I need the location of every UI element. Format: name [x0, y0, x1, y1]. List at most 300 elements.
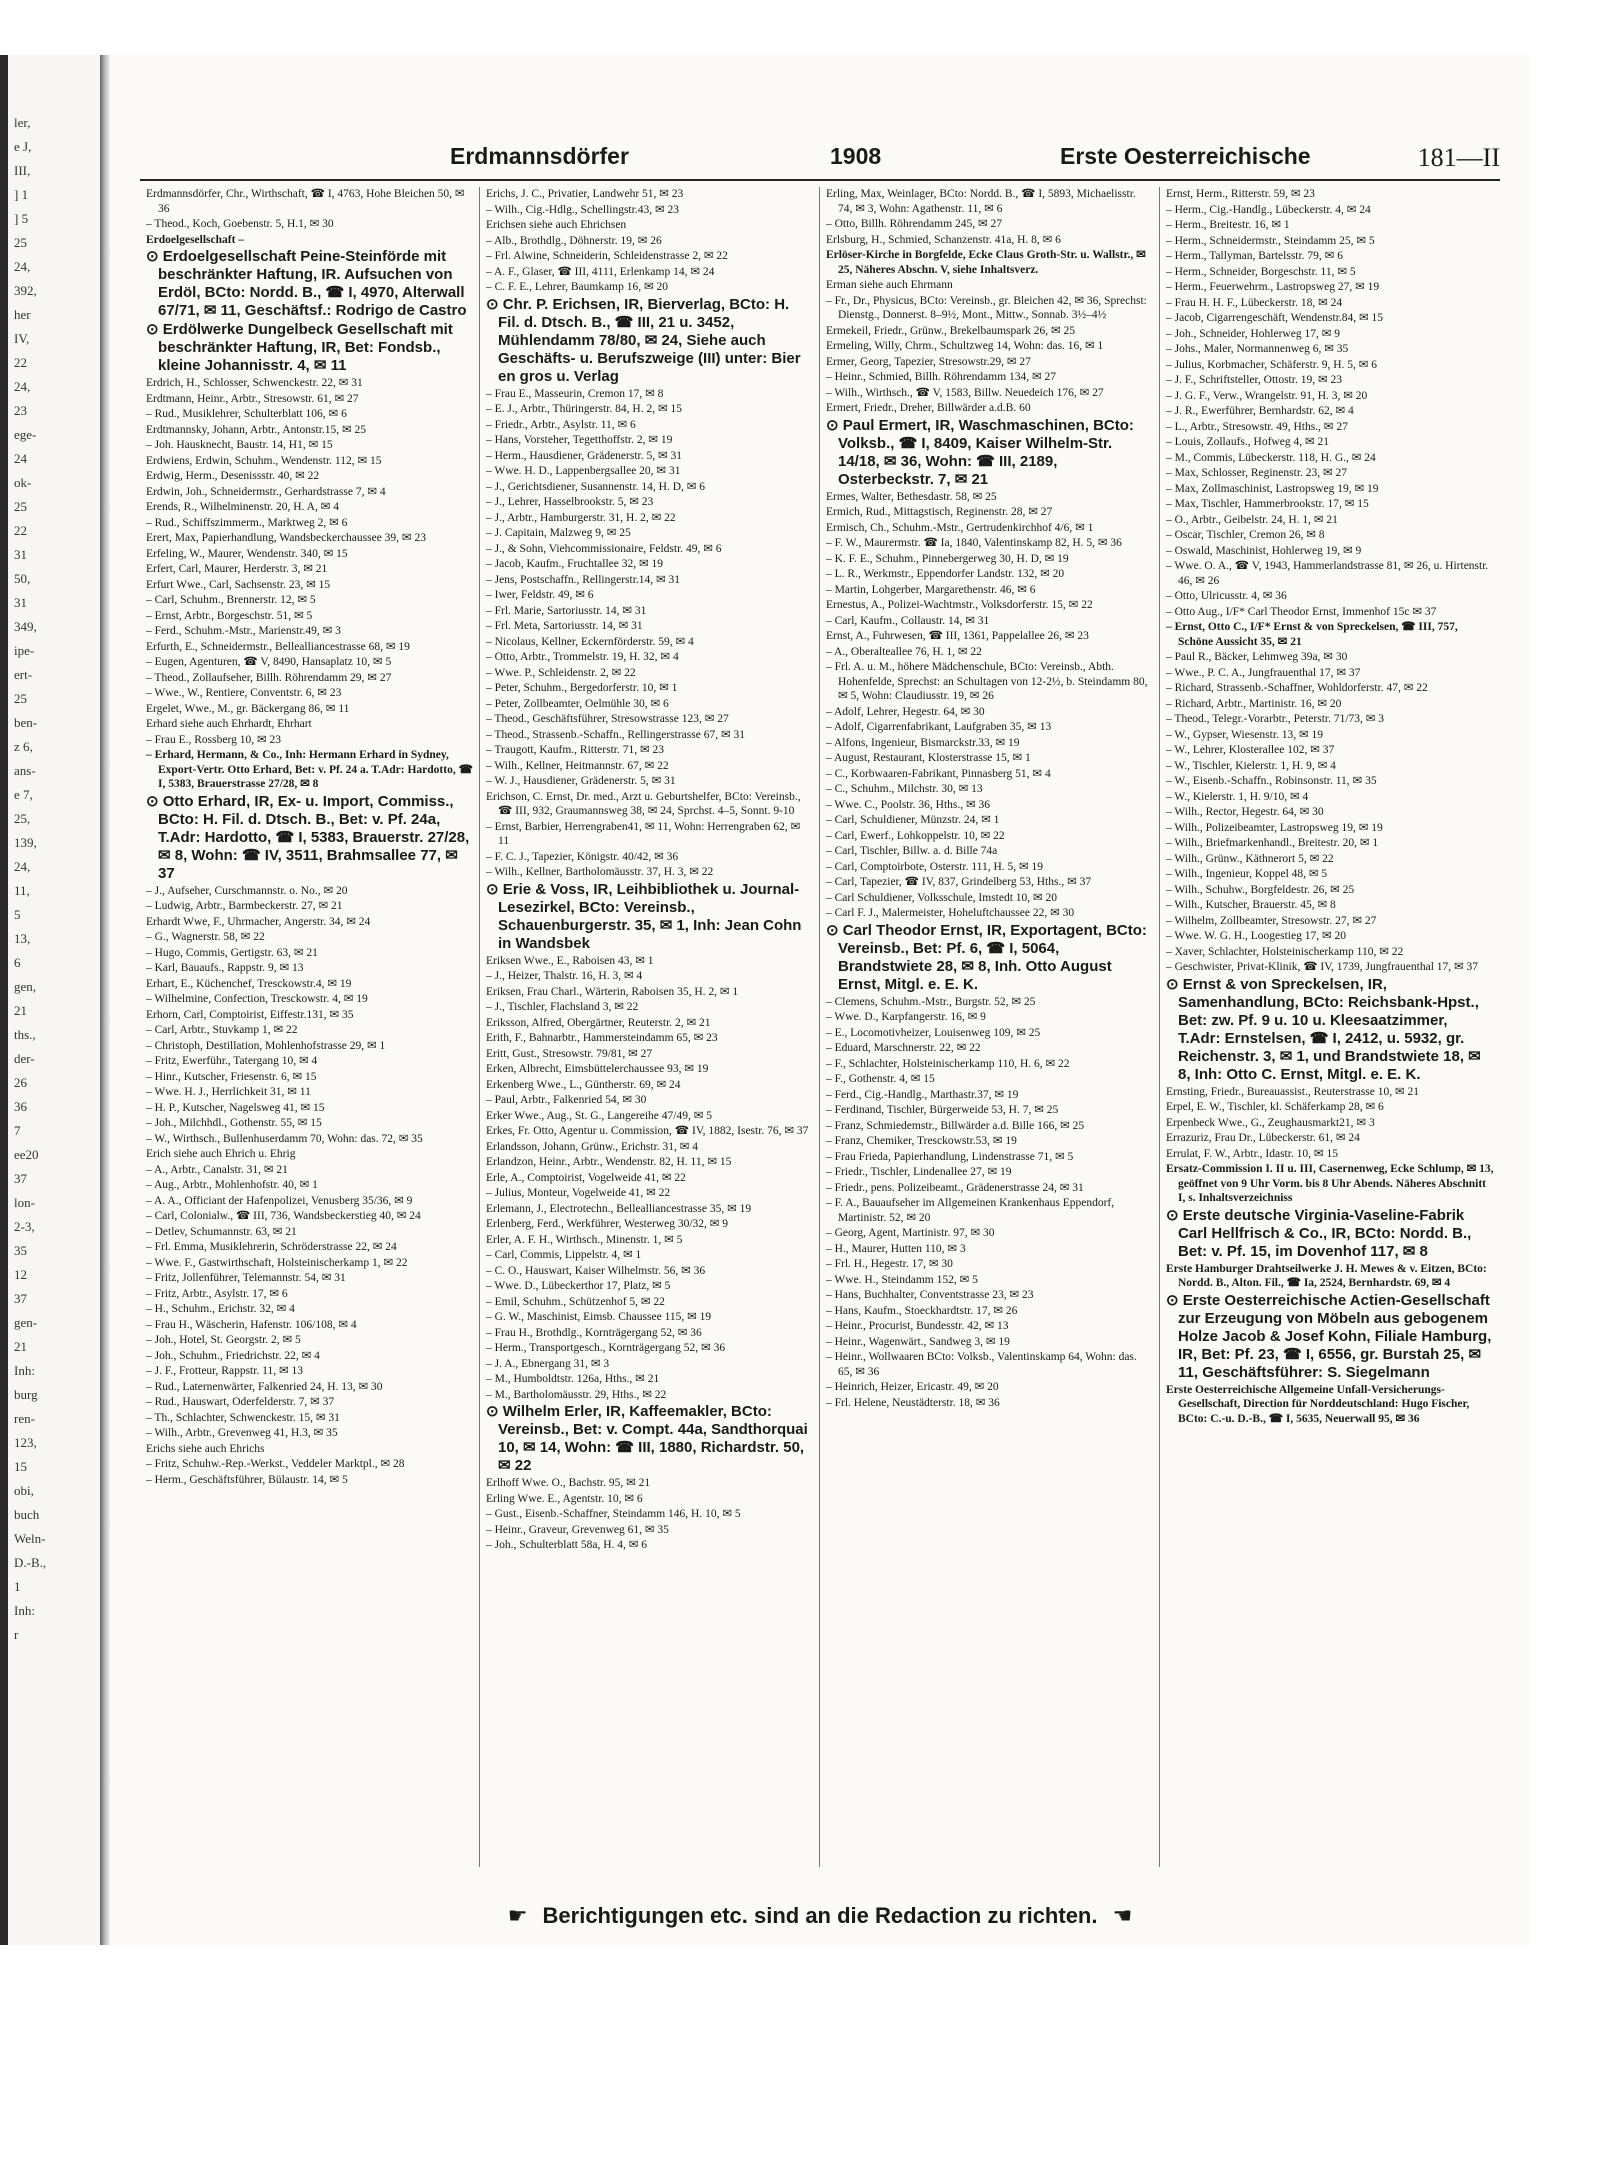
directory-entry: – Oswald, Maschinist, Hohlerweg 19, ✉ 9 [1166, 544, 1362, 557]
previous-page-fragment: 1 [14, 1579, 21, 1594]
previous-page-fragment: ler, [14, 115, 31, 130]
previous-page-fragment: III, [14, 163, 31, 178]
directory-entry: – Carl, Ewerf., Lohkoppelstr. 10, ✉ 22 [826, 829, 1005, 842]
directory-entry: – Wilh., Kellner, Heitmannstr. 67, ✉ 22 [486, 759, 669, 772]
directory-entry: – Joh., Schulterblatt 58a, H. 4, ✉ 6 [486, 1539, 648, 1551]
directory-entry: ⊙ Chr. P. Erichsen, IR, Bierverlag, BCto: H. Fil. d. Dtsch. B., ☎ III, 21 u. 3452, Mühlendamm 78/80, ✉ 24, Siehe auch Geschäfts- u. Berufszweige (III) unter: Bier en gros u. Verlag [486, 295, 801, 385]
directory-entry: – Eduard, Marschnerstr. 22, ✉ 22 [826, 1042, 981, 1054]
directory-entry: – Adolf, Lehrer, Hegestr. 64, ✉ 30 [826, 705, 985, 718]
directory-entry: – E., Locomotivheizer, Louisenweg 109, ✉ 25 [826, 1026, 1041, 1039]
directory-entry: – Wwe. O. A., ☎ V, 1943, Hammerlandstrasse 81, ✉ 26, u. Hirtenstr. 46, ✉ 26 [1166, 560, 1489, 587]
directory-entry: – W., Eisenb.-Schaffn., Robinsonstr. 11, ✉ 35 [1166, 775, 1377, 787]
book-binding [100, 55, 110, 1945]
previous-page-fragment: 392, [14, 283, 37, 298]
directory-entry: – Ferd., Cig.-Handlg., Marthastr.37, ✉ 19 [826, 1088, 1019, 1101]
directory-entry: Erlöser-Kirche in Borgfelde, Ecke Claus Groth-Str. u. Wallstr., ✉ 25, Näheres Abschn. V, siehe Inhaltsverz. [826, 249, 1146, 276]
previous-page-fragment: ] 1 [14, 187, 29, 202]
directory-entry: – J. A., Ebnergang 31, ✉ 3 [486, 1357, 610, 1370]
directory-entry: – Friedr., pens. Polizeibeamt., Grädenerstrasse 24, ✉ 31 [826, 1181, 1084, 1194]
previous-page-fragment: gen- [14, 1315, 38, 1330]
directory-entry: – J. F., Frotteur, Rappstr. 11, ✉ 13 [146, 1365, 304, 1377]
directory-entry: – Herm., Hausdiener, Grädenerstr. 5, ✉ 31 [486, 449, 682, 462]
previous-page-fragment: 50, [14, 571, 31, 586]
directory-entry: – Iwer, Feldstr. 49, ✉ 6 [486, 589, 594, 601]
directory-entry: – Alfons, Ingenieur, Bismarckstr.33, ✉ 19 [826, 736, 1020, 749]
directory-entry: – Ludwig, Arbtr., Barmbeckerstr. 27, ✉ 21 [146, 900, 343, 912]
directory-entry: – W., Tischler, Kielerstr. 1, H. 9, ✉ 4 [1166, 759, 1336, 772]
directory-entry: Ernestus, A., Polizei-Wachtmstr., Volksdorferstr. 15, ✉ 22 [826, 599, 1093, 611]
directory-entry: Erman siehe auch Ehrmann [826, 279, 953, 291]
directory-entry: – Hans, Vorsteher, Tegetthoffstr. 2, ✉ 19 [486, 434, 673, 446]
directory-entry: – F. W., Maurermstr. ☎ Ia, 1840, Valentinskamp 82, H. 5, ✉ 36 [826, 537, 1122, 549]
directory-entry: – Richard, Arbtr., Martinistr. 16, ✉ 20 [1166, 697, 1342, 710]
directory-entry: Erker Wwe., Aug., St. G., Langereihe 47/49, ✉ 5 [486, 1109, 712, 1122]
directory-entry: – Paul, Arbtr., Falkenried 54, ✉ 30 [486, 1094, 647, 1106]
directory-entry: Erkenberg Wwe., L., Güntherstr. 69, ✉ 24 [486, 1078, 681, 1091]
directory-entry: – G., Wagnerstr. 58, ✉ 22 [146, 931, 265, 943]
page-number: 181—II [1417, 143, 1500, 172]
directory-entry: ⊙ Otto Erhard, IR, Ex- u. Import, Commiss., BCto: H. Fil. d. Dtsch. B., Bet: v. Pf. 24a, T.Adr: Hardotto, ☎ I, 5383, Brauerstr. 27/28, ✉ 8, Wohn: ☎ IV, 3511, Brahmsallee 77, ✉ 37 [146, 792, 470, 882]
previous-page-fragment: 22 [14, 355, 27, 370]
directory-entry: – J., Gerichtsdiener, Susannenstr. 14, H. D, ✉ 6 [486, 480, 706, 493]
directory-entry: – W., Gypser, Wiesenstr. 13, ✉ 19 [1166, 728, 1324, 741]
directory-entry: – W., Lehrer, Klosterallee 102, ✉ 37 [1166, 744, 1335, 756]
directory-entry: – Traugott, Kaufm., Ritterstr. 71, ✉ 23 [486, 744, 664, 756]
directory-entry: Erling, Max, Weinlager, BCto: Nordd. B., ☎ I, 5893, Michaelisstr. 74, ✉ 3, Wohn: Agathenstr. 11, ✉ 6 [826, 188, 1136, 215]
directory-entry: – J., Arbtr., Hamburgerstr. 31, H. 2, ✉ 22 [486, 511, 676, 524]
directory-entry: – Herm., Schneidermstr., Steindamm 25, ✉ 5 [1166, 234, 1375, 247]
directory-entry: – A., Oberalteallee 76, H. 1, ✉ 22 [826, 645, 982, 658]
directory-entry: Erichsen siehe auch Ehrichsen [486, 219, 627, 231]
directory-entry: – W., Kielerstr. 1, H. 9/10, ✉ 4 [1166, 790, 1309, 803]
previous-page-fragment: 31 [14, 547, 27, 562]
directory-entry: – Wilh., Cig.-Hdlg., Schellingstr.43, ✉ 23 [486, 203, 679, 216]
previous-page-fragment: 6 [14, 955, 21, 970]
directory-entry: – Rud., Schiffszimmerm., Marktweg 2, ✉ 6 [146, 516, 348, 529]
directory-entry: – Carl F. J., Malermeister, Hoheluftchaussee 22, ✉ 30 [826, 907, 1075, 919]
directory-entry: – Rud., Musiklehrer, Schulterblatt 106, ✉ 6 [146, 408, 347, 420]
directory-entry: – Richard, Strassenb.-Schaffner, Wohldorferstr. 47, ✉ 22 [1166, 682, 1428, 694]
directory-entry: – Jacob, Cigarrengeschäft, Wendenstr.84, ✉ 15 [1166, 312, 1384, 324]
previous-page-margin [8, 55, 108, 1945]
directory-entry: – Hinr., Kutscher, Friesenstr. 6, ✉ 15 [146, 1070, 317, 1083]
directory-entry: – Wwe. D., Karpfangerstr. 16, ✉ 9 [826, 1011, 986, 1023]
directory-entry: – Fritz, Arbtr., Asylstr. 17, ✉ 6 [146, 1287, 288, 1300]
directory-entry: – J., Tischler, Flachsland 3, ✉ 22 [486, 1001, 639, 1013]
directory-entry: – Wilh., Polizeibeamter, Lastropsweg 19, ✉ 19 [1166, 821, 1383, 834]
directory-entry: – F. C. J., Tapezier, Königstr. 40/42, ✉ 36 [486, 850, 679, 863]
directory-entry: – Karl, Bauaufs., Rappstr. 9, ✉ 13 [146, 962, 304, 974]
directory-entry: – Otto Aug., I/F* Carl Theodor Ernst, Immenhof 15c ✉ 37 [1166, 605, 1437, 618]
directory-entry: – Frl. H., Hegestr. 17, ✉ 30 [826, 1258, 953, 1270]
directory-entry: Erhorn, Carl, Comptoirist, Eiffestr.131, ✉ 35 [146, 1008, 354, 1021]
previous-page-fragment: 139, [14, 835, 37, 850]
directory-entry: Ernst, Herm., Ritterstr. 59, ✉ 23 [1166, 188, 1315, 200]
previous-page-fragment: obi, [14, 1483, 34, 1498]
directory-entry: – Theod., Koch, Goebenstr. 5, H.1, ✉ 30 [146, 218, 334, 230]
directory-entry: – G. W., Maschinist, Eimsb. Chaussee 115, ✉ 19 [486, 1311, 712, 1323]
directory-entry: – Joh. Hausknecht, Baustr. 14, H1, ✉ 15 [146, 439, 333, 451]
previous-page-fragment: 13, [14, 931, 31, 946]
directory-entry: – Th., Schlachter, Schwenckestr. 15, ✉ 31 [146, 1411, 340, 1424]
directory-entry: – Wwe. H. J., Herrlichkeit 31, ✉ 11 [146, 1086, 311, 1098]
directory-entry: – Louis, Zollaufs., Hofweg 4, ✉ 21 [1166, 436, 1329, 448]
previous-page-fragment: 24, [14, 379, 31, 394]
directory-entry: ⊙ Erie & Voss, IR, Leihbibliothek u. Journal-Lesezirkel, BCto: Vereinsb., Schauenburgerstr. 35, ✉ 1, Inh: Jean Cohn in Wandsbek [486, 880, 802, 952]
previous-page-fragment: 26 [14, 1075, 27, 1090]
directory-entry: – L. R., Werkmstr., Eppendorfer Landstr. 132, ✉ 20 [826, 568, 1065, 580]
directory-entry: – Frl. Alwine, Schneiderin, Schleidenstrasse 2, ✉ 22 [486, 250, 728, 262]
directory-entry: – Frau H., Brothdlg., Kornträgergang 52, ✉ 36 [486, 1326, 702, 1339]
previous-page-fragment: 36 [14, 1099, 27, 1114]
directory-entry: – Ferd., Schuhm.-Mstr., Marienstr.49, ✉ 3 [146, 625, 341, 637]
directory-entry: – Herm., Breitestr. 16, ✉ 1 [1166, 219, 1290, 231]
directory-page [110, 55, 1530, 1945]
directory-entry: – Wwe. H., Steindamm 152, ✉ 5 [826, 1273, 978, 1286]
directory-entry: – Joh., Milchhdl., Gothenstr. 55, ✉ 15 [146, 1117, 322, 1129]
directory-entry: – Theod., Strassenb.-Schaffn., Rellingerstrasse 67, ✉ 31 [486, 728, 745, 741]
previous-page-fragment: 12 [14, 1267, 27, 1282]
directory-entry: – Carl, Tapezier, ☎ IV, 837, Grindelberg 53, Hths., ✉ 37 [826, 876, 1092, 888]
directory-entry: – Ernst, Otto C., I/F* Ernst & von Spreckelsen, ☎ III, 757, Schöne Aussicht 35, ✉ 21 [1166, 621, 1458, 648]
directory-entry: Erste Hamburger Drahtseilwerke J. H. Mewes & v. Eitzen, BCto: Nordd. B., Alton. Fil., ☎ Ia, 2524, Bernhardstr. 69, ✉ 4 [1166, 1262, 1487, 1289]
previous-page-fragment: 23 [14, 403, 27, 418]
column-1 [140, 187, 480, 1867]
previous-page-fragment: 21 [14, 1003, 27, 1018]
previous-page-fragment: ert- [14, 667, 33, 682]
directory-entry: – J., Aufseher, Curschmannstr. o. No., ✉ 20 [146, 884, 348, 897]
directory-entry: Ermisch, Ch., Schuhm.-Mstr., Gertrudenkirchhof 4/6, ✉ 1 [826, 521, 1094, 534]
previous-page-fragment: lon- [14, 1195, 35, 1210]
directory-entry: Erert, Max, Papierhandlung, Wandsbeckerchaussee 39, ✉ 23 [146, 532, 426, 544]
directory-entry: Ermeling, Willy, Chrm., Schultzweg 14, Wohn: das. 16, ✉ 1 [826, 340, 1104, 352]
directory-entry: – Frau E., Rossberg 10, ✉ 23 [146, 733, 281, 746]
directory-entry: Erith, F., Bahnarbtr., Hammersteindamm 65, ✉ 23 [486, 1032, 718, 1044]
directory-entry: – Joh., Schuhm., Friedrichstr. 22, ✉ 4 [146, 1349, 320, 1362]
previous-page-fragment: ee20 [14, 1147, 39, 1162]
directory-entry: – H., Schuhm., Erichstr. 32, ✉ 4 [146, 1303, 295, 1315]
directory-entry: – Otto, Arbtr., Trommelstr. 19, H. 32, ✉ 4 [486, 651, 679, 663]
directory-entry: – Fr., Dr., Physicus, BCto: Vereinsb., gr. Bleichen 42, ✉ 36, Sprechst: Dienstg., Donnerst. 8–9½, Mont., Mittw., Sonnab. 3½–4½ [826, 294, 1147, 321]
previous-page-fragment: e J, [14, 139, 32, 154]
directory-entry: – Max, Zollmaschinist, Lastropsweg 19, ✉ 19 [1166, 482, 1379, 495]
previous-page-fragment: gen, [14, 979, 37, 994]
directory-entry: – Fritz, Ewerführ., Tatergang 10, ✉ 4 [146, 1055, 318, 1067]
directory-entry: – Ernst, Arbtr., Borgeschstr. 51, ✉ 5 [146, 609, 313, 622]
previous-page-fragment: 15 [14, 1459, 27, 1474]
directory-entry: Erhard siehe auch Ehrhardt, Ehrhart [146, 718, 312, 730]
directory-entry: – Carl Schuldiener, Volksschule, Imstedt 10, ✉ 20 [826, 891, 1058, 904]
directory-entry: – Carl, Schuhm., Brennerstr. 12, ✉ 5 [146, 594, 316, 606]
previous-page-fragment: 24, [14, 859, 31, 874]
directory-entry: – Frau H., Wäscherin, Hafenstr. 106/108, ✉ 4 [146, 1318, 357, 1331]
directory-entry: – Friedr., Tischler, Lindenallee 27, ✉ 19 [826, 1166, 1012, 1178]
directory-entry: – Wilh., Rector, Hegestr. 64, ✉ 30 [1166, 806, 1324, 818]
directory-entry: – A., Arbtr., Canalstr. 31, ✉ 21 [146, 1163, 288, 1176]
directory-entry: Erkes, Fr. Otto, Agentur u. Commission, ☎ IV, 1882, Isestr. 76, ✉ 37 [486, 1125, 809, 1137]
directory-entry: – Hans, Buchhalter, Conventstrasse 23, ✉ 23 [826, 1289, 1034, 1301]
directory-entry: – Frau H. H. F., Lübeckerstr. 18, ✉ 24 [1166, 296, 1343, 309]
directory-entry: – Aug., Arbtr., Mohlenhofstr. 40, ✉ 1 [146, 1179, 318, 1191]
directory-entry: – Frl. Meta, Sartoriusstr. 14, ✉ 31 [486, 620, 643, 632]
directory-entry: Erichs siehe auch Ehrichs [146, 1442, 265, 1455]
directory-entry: Ernsting, Friedr., Bureauassist., Reuterstrasse 10, ✉ 21 [1166, 1085, 1420, 1098]
directory-entry: Erlhoff Wwe. O., Bachstr. 95, ✉ 21 [486, 1477, 651, 1489]
directory-entry: Ermekeil, Friedr., Grünw., Brekelbaumspark 26, ✉ 25 [826, 324, 1076, 337]
directory-entry: Erdwiens, Erdwin, Schuhm., Wendenstr. 112, ✉ 15 [146, 454, 382, 467]
directory-entry: – Carl, Tischler, Billw. a. d. Bille 74a [826, 845, 998, 857]
directory-entry: – Heinr., Wagenwärt., Sandweg 3, ✉ 19 [826, 1335, 1010, 1348]
directory-entry: Erpel, E. W., Tischler, kl. Schäferkamp 28, ✉ 6 [1166, 1101, 1384, 1113]
directory-entry: – Wilh., Kellner, Bartholomäusstr. 37, H. 3, ✉ 22 [486, 866, 714, 878]
directory-entry: Erle, A., Comptoirist, Vogelweide 41, ✉ 22 [486, 1171, 686, 1184]
previous-page-fragment: r [14, 1627, 19, 1642]
previous-page-fragment: IV, [14, 331, 30, 346]
directory-entry: Erfeling, W., Maurer, Wendenstr. 340, ✉ 15 [146, 547, 348, 560]
directory-entry: Errazuriz, Frau Dr., Lübeckerstr. 61, ✉ 24 [1166, 1132, 1360, 1144]
previous-page-fragment: 24, [14, 259, 31, 274]
previous-page-fragment: 25 [14, 499, 27, 514]
directory-entry: – Martin, Lohgerber, Margarethenstr. 46, ✉ 6 [826, 583, 1036, 596]
directory-entry: – Frl. Emma, Musiklehrerin, Schröderstrasse 22, ✉ 24 [146, 1241, 397, 1253]
directory-entry: Erends, R., Wilhelminenstr. 20, H. A, ✉ 4 [146, 501, 339, 513]
directory-entry: Erichson, C. Ernst, Dr. med., Arzt u. Geburtshelfer, BCto: Vereinsb., ☎ III, 932, Graumannsweg 38, ✉ 24, Sprchst. 4–5, Sonnt. 9-10 [486, 790, 801, 817]
directory-entry: – C., Schuhm., Milchstr. 30, ✉ 13 [826, 783, 983, 795]
directory-entry: ⊙ Wilhelm Erler, IR, Kaffeemakler, BCto: Vereinsb., Bet: v. Compt. 44a, Sandthorquai 10, ✉ 14, Wohn: ☎ III, 1880, Richardstr. 50, ✉ 22 [486, 1403, 808, 1474]
previous-page-fragment: ren- [14, 1411, 35, 1426]
pointing-hand-icon: ☚ [1112, 1904, 1133, 1929]
directory-entry: – Wilh., Arbtr., Grevenweg 41, H.3, ✉ 35 [146, 1427, 338, 1439]
directory-entry: – Wilhelm, Zollbeamter, Stresowstr. 27, ✉ 27 [1166, 914, 1377, 927]
directory-entry: – August, Restaurant, Klosterstrasse 15, ✉ 1 [826, 752, 1031, 764]
previous-page-fragment: 2-3, [14, 1219, 35, 1234]
directory-entry: – Carl, Kaufm., Collaustr. 14, ✉ 31 [826, 614, 990, 627]
directory-entry: – J. G. F., Verw., Wrangelstr. 91, H. 3, ✉ 20 [1166, 389, 1368, 402]
directory-entry: – Wilh., Schuhw., Borgfeldestr. 26, ✉ 25 [1166, 883, 1355, 896]
directory-entry: – E. J., Arbtr., Thüringerstr. 84, H. 2, ✉ 15 [486, 403, 682, 415]
directory-entry: – Alb., Brothdlg., Döhnerstr. 19, ✉ 26 [486, 234, 662, 247]
directory-entry: – C., Korbwaaren-Fabrikant, Pinnasberg 51, ✉ 4 [826, 767, 1051, 780]
directory-entry: – C. F. E., Lehrer, Baumkamp 16, ✉ 20 [486, 281, 669, 293]
directory-entry: – M., Commis, Lübeckerstr. 118, H. G., ✉ 24 [1166, 451, 1376, 464]
directory-entry: Erich siehe auch Ehrich u. Ehrig [146, 1148, 296, 1160]
directory-entry: Erlemann, J., Electrotechn., Bellealliancestrasse 35, ✉ 19 [486, 1202, 752, 1215]
directory-entry: – H. P., Kutscher, Nagelsweg 41, ✉ 15 [146, 1101, 325, 1114]
directory-entry: Ermich, Rud., Mittagstisch, Reginenstr. 28, ✉ 27 [826, 506, 1053, 518]
directory-entry: Eriksson, Alfred, Obergärtner, Reuterstr. 2, ✉ 21 [486, 1016, 711, 1029]
footer-notice: Berichtigungen etc. sind an die Redaction zu richten. [542, 1903, 1098, 1928]
directory-entry: Erdrich, H., Schlosser, Schwenckestr. 22, ✉ 31 [146, 377, 363, 389]
directory-entry: – C. O., Hauswart, Kaiser Wilhelmstr. 56, ✉ 36 [486, 1264, 706, 1277]
directory-entry: Ermert, Friedr., Dreher, Billwärder a.d.B. 60 [826, 402, 1031, 414]
directory-entry: ⊙ Erdölwerke Dungelbeck Gesellschaft mit beschränkter Haftung, IR, Bet: Fondsb., kleine Johannisstr. 4, ✉ 11 [146, 321, 453, 374]
directory-entry: – Herm., Geschäftsführer, Bülaustr. 14, ✉ 5 [146, 1473, 348, 1486]
directory-entry: Erlandsson, Johann, Grünw., Erichstr. 31, ✉ 4 [486, 1140, 699, 1153]
directory-entry: – Georg, Agent, Martinistr. 97, ✉ 30 [826, 1227, 995, 1239]
directory-entry: – Rud., Laternenwärter, Falkenried 24, H. 13, ✉ 30 [146, 1380, 383, 1393]
directory-entry: – Fritz, Schuhw.-Rep.-Werkst., Veddeler Marktpl., ✉ 28 [146, 1458, 405, 1470]
directory-entry: – Herm., Tallyman, Bartelsstr. 79, ✉ 6 [1166, 250, 1343, 262]
previous-page-fragment: e 7, [14, 787, 33, 802]
directory-entry: – Theod., Geschäftsführer, Stresowstrasse 123, ✉ 27 [486, 713, 729, 725]
header-year: 1908 [830, 143, 882, 169]
directory-entry: – Carl, Schuldiener, Münzstr. 24, ✉ 1 [826, 814, 1000, 826]
directory-entry: – J., & Sohn, Viehcommissionaire, Feldstr. 49, ✉ 6 [486, 542, 722, 555]
previous-page-fragment: 7 [14, 1123, 21, 1138]
previous-page-fragment: D.-B., [14, 1555, 47, 1570]
directory-entry: – Hans, Kaufm., Stoeckhardtstr. 17, ✉ 26 [826, 1304, 1018, 1317]
directory-entry: – Adolf, Cigarrenfabrikant, Laufgraben 35, ✉ 13 [826, 721, 1052, 733]
directory-entry: – Heinr., Wollwaaren BCto: Volksb., Valentinskamp 64, Wohn: das. 65, ✉ 36 [826, 1351, 1137, 1378]
directory-entry: – A. F., Glaser, ☎ III, 4111, Erlenkamp 14, ✉ 24 [486, 265, 715, 278]
directory-entry: – Gust., Eisenb.-Schaffner, Steindamm 146, H. 10, ✉ 5 [486, 1508, 741, 1520]
column-4 [1160, 187, 1500, 1867]
previous-page-fragment: buch [14, 1507, 40, 1522]
directory-entry: Ersatz-Commission I. II u. III, Casernenweg, Ecke Schlump, ✉ 13, geöffnet von 9 Uhr Vorm. bis 8 Uhr Abends. Näheres Abschnitt I, s. Inhaltsverzeichniss [1166, 1163, 1494, 1204]
directory-entry: – Detlev, Schumannstr. 63, ✉ 21 [146, 1225, 297, 1238]
directory-entry: – Joh., Hotel, St. Georgstr. 2, ✉ 5 [146, 1334, 301, 1346]
previous-page-fragment: ipe- [14, 643, 35, 658]
previous-page-fragment: her [14, 307, 31, 322]
directory-entry: Erler, A. F. H., Wirthsch., Minenstr. 1, ✉ 5 [486, 1233, 683, 1246]
directory-entry: – Herm., Cig.-Handlg., Lübeckerstr. 4, ✉ 24 [1166, 203, 1371, 216]
previous-page-fragment: z 6, [14, 739, 33, 754]
directory-entry: – Frau Frieda, Papierhandlung, Lindenstrasse 71, ✉ 5 [826, 1150, 1074, 1163]
directory-entry: – Carl, Arbtr., Stuvkamp 1, ✉ 22 [146, 1024, 298, 1036]
directory-entry: Erlsburg, H., Schmied, Schanzenstr. 41a, H. 8, ✉ 6 [826, 233, 1061, 246]
directory-entry: Erling Wwe. E., Agentstr. 10, ✉ 6 [486, 1492, 643, 1505]
directory-entry: – Hugo, Commis, Gertigstr. 63, ✉ 21 [146, 946, 318, 959]
directory-columns [140, 187, 1500, 1867]
directory-entry: – Jacob, Kaufm., Fruchtallee 32, ✉ 19 [486, 558, 663, 570]
previous-page-fragment: Inh: [14, 1603, 35, 1618]
directory-entry: Erhart, E., Küchenchef, Tresckowstr.4, ✉ 19 [146, 977, 352, 990]
directory-entry: ⊙ Erste deutsche Virginia-Vaseline-Fabrik Carl Hellfrisch & Co., IR, BCto: Nordd. B., Bet: v. Pf. 15, im Dovenhof 117, ✉ 8 [1166, 1206, 1472, 1260]
previous-page-fragment: 5 [14, 907, 21, 922]
directory-entry: – Otto, Ulricusstr. 4, ✉ 36 [1166, 590, 1287, 602]
directory-entry: – Theod., Zollaufseher, Billh. Röhrendamm 29, ✉ 27 [146, 671, 392, 684]
directory-entry: – Wwe. H. D., Lappenbergsallee 20, ✉ 31 [486, 465, 681, 477]
directory-entry: – Wwe. F., Gastwirthschaft, Holsteinischerkamp 1, ✉ 22 [146, 1256, 408, 1269]
directory-entry: – Rud., Hauswart, Oderfelderstr. 7, ✉ 37 [146, 1396, 335, 1408]
directory-entry: – Fritz, Jollenführer, Telemannstr. 54, ✉ 31 [146, 1272, 346, 1284]
directory-entry: – Wilh., Ingenieur, Koppel 48, ✉ 5 [1166, 868, 1328, 880]
directory-entry: – Julius, Monteur, Vogelweide 41, ✉ 22 [486, 1187, 671, 1199]
directory-entry: – Heinrich, Heizer, Ericastr. 49, ✉ 20 [826, 1381, 999, 1393]
previous-page-fragment: 123, [14, 1435, 37, 1450]
directory-entry: ⊙ Erdoelgesellschaft Peine-Steinförde mit beschränkter Haftung, IR. Aufsuchen von Erdöl, BCto: Nordd. B., ☎ I, 4970, Alterwall 67/71, ✉ 11, Geschäftsf.: Rodrigo de Castro [146, 248, 467, 319]
directory-entry: – M., Humboldtstr. 126a, Hths., ✉ 21 [486, 1373, 660, 1385]
directory-entry: – Jens, Postschaffn., Rellingerstr.14, ✉ 31 [486, 573, 681, 586]
previous-page-fragment: ok- [14, 475, 32, 490]
directory-entry: Eriksen Wwe., E., Raboisen 43, ✉ 1 [486, 954, 654, 967]
directory-entry: – Herm., Transportgesch., Kornträgergang 52, ✉ 36 [486, 1342, 726, 1354]
pointing-hand-icon: ☛ [507, 1904, 528, 1929]
directory-entry: – Heinr., Schmied, Billh. Röhrendamm 134, ✉ 27 [826, 371, 1057, 383]
directory-entry: – Friedr., Arbtr., Asylstr. 11, ✉ 6 [486, 418, 636, 431]
directory-entry: – Franz, Chemiker, Tresckowstr.53, ✉ 19 [826, 1135, 1017, 1147]
directory-entry: Ermer, Georg, Tapezier, Stresowstr.29, ✉ 27 [826, 355, 1031, 368]
directory-entry: – Frau E., Masseurin, Cremon 17, ✉ 8 [486, 387, 664, 400]
directory-entry: – Peter, Schuhm., Bergedorferstr. 10, ✉ 1 [486, 682, 678, 694]
directory-entry: – Heinr., Procurist, Bundesstr. 42, ✉ 13 [826, 1320, 1009, 1332]
previous-page-fragment: 37 [14, 1291, 27, 1306]
directory-entry: – J. R., Ewerführer, Bernhardstr. 62, ✉ 4 [1166, 405, 1354, 417]
directory-entry: Erste Oesterreichische Allgemeine Unfall-Versicherungs-Gesellschaft, Direction für Norddeutschland: Hugo Fischer, BCto: C.-u. D.-B., ☎ I, 5635, Neuerwall 95, ✉ 36 [1166, 1383, 1470, 1425]
directory-entry: Erdtmann, Heinr., Arbtr., Stresowstr. 61, ✉ 27 [146, 392, 359, 405]
directory-entry: – Carl, Colonialw., ☎ III, 736, Wandsbeckerstieg 40, ✉ 24 [146, 1210, 421, 1222]
column-3 [820, 187, 1160, 1867]
directory-entry: – Johs., Maler, Normannenweg 6, ✉ 35 [1166, 343, 1349, 355]
directory-entry: ⊙ Ernst & von Spreckelsen, IR, Samenhandlung, BCto: Reichsbank-Hpst., Bet: zw. Pf. 9 u. 10 u. Kleesaatzimmer, T.Adr: Ernstelsen, ☎ I, 2412, u. 5932, gr. Reichenstr. 3, ✉ 1, und Brandstwiete 18, ✉ 8, Inh: Otto C. Ernst, Mitgl. e. E. K. [1166, 975, 1481, 1083]
directory-entry: – K. F. E., Schuhm., Pinnebergerweg 30, H. D, ✉ 19 [826, 552, 1069, 565]
header-last-entry: Erste Oesterreichische [1060, 143, 1311, 169]
directory-entry: – Julius, Korbmacher, Schäferstr. 9, H. 5, ✉ 6 [1166, 358, 1378, 371]
previous-page-fragment: ans- [14, 763, 36, 778]
directory-entry: Erken, Albrecht, Eimsbüttelerchaussee 93, ✉ 19 [486, 1063, 709, 1075]
directory-entry: – J., Lehrer, Hasselbrookstr. 5, ✉ 23 [486, 496, 654, 508]
directory-entry: Erlandzon, Heinr., Arbtr., Wendenstr. 82, H. 11, ✉ 15 [486, 1156, 732, 1168]
directory-entry: – M., Bartholomäusstr. 29, Hths., ✉ 22 [486, 1388, 667, 1401]
directory-entry: – Wilh., Briefmarkenhandl., Breitestr. 20, ✉ 1 [1166, 837, 1379, 849]
previous-page-fragment: Weln- [14, 1531, 46, 1546]
directory-entry: – H., Maurer, Hutten 110, ✉ 3 [826, 1242, 966, 1255]
header-first-entry: Erdmannsdörfer [450, 143, 629, 169]
previous-page-fragment: ths., [14, 1027, 36, 1042]
directory-entry: – Wilh., Grünw., Käthnerort 5, ✉ 22 [1166, 852, 1334, 865]
directory-entry: Erdwig, Herm., Desenissstr. 40, ✉ 22 [146, 470, 320, 482]
previous-page-fragment: 37 [14, 1171, 27, 1186]
previous-page-fragment: 35 [14, 1243, 27, 1258]
directory-entry: Eritt, Gust., Stresowstr. 79/81, ✉ 27 [486, 1047, 653, 1060]
directory-entry: – Wwe. D., Lübeckerthor 17, Platz, ✉ 5 [486, 1280, 671, 1292]
previous-page-fragment: burg [14, 1387, 38, 1402]
directory-entry: – Xaver, Schlachter, Holsteinischerkamp 110, ✉ 22 [1166, 945, 1404, 958]
directory-entry: – Carl, Commis, Lippelstr. 4, ✉ 1 [486, 1249, 642, 1261]
directory-entry: – Oscar, Tischler, Cremon 26, ✉ 8 [1166, 529, 1325, 541]
directory-entry: – Geschwister, Privat-Klinik, ☎ IV, 1739, Jungfrauenthal 17, ✉ 37 [1166, 961, 1479, 973]
directory-entry: – Herm., Schneider, Borgeschstr. 11, ✉ 5 [1166, 265, 1356, 278]
directory-entry: – Nicolaus, Kellner, Eckernförderstr. 59, ✉ 4 [486, 635, 694, 648]
previous-page-fragment: 25, [14, 811, 31, 826]
directory-entry: Errulat, F. W., Arbtr., Idastr. 10, ✉ 15 [1166, 1147, 1338, 1160]
directory-entry: – Ernst, Barbier, Herrengraben41, ✉ 11, Wohn: Herrengraben 62, ✉ 11 [486, 820, 801, 847]
directory-entry: – Wwe., P. C. A., Jungfrauenthal 17, ✉ 37 [1166, 666, 1361, 679]
directory-entry: – Wilh., Wirthsch., ☎ V, 1583, Billw. Neuedeich 176, ✉ 27 [826, 386, 1104, 399]
directory-entry: Erdmannsdörfer, Chr., Wirthschaft, ☎ I, 4763, Hohe Bleichen 50, ✉ 36 [146, 188, 465, 215]
directory-entry: – Frl. A. u. M., höhere Mädchenschule, BCto: Vereinsb., Abth. Hohenfelde, Sprechst: an Schultagen von 12-2½, b. Steindamm 80, ✉ 5, Wohn: Claudiusstr. 19, ✉ 26 [826, 661, 1148, 702]
directory-entry: Erhardt Wwe, F., Uhrmacher, Angerstr. 34, ✉ 24 [146, 915, 371, 928]
directory-entry: – J. Capitain, Malzweg 9, ✉ 25 [486, 527, 631, 539]
directory-entry: – Ferdinand, Tischler, Bürgerweide 53, H. 7, ✉ 25 [826, 1104, 1059, 1116]
previous-page-fragment: 25 [14, 691, 27, 706]
directory-entry: – Theod., Telegr.-Vorarbtr., Peterstr. 71/73, ✉ 3 [1166, 713, 1385, 725]
directory-entry: – Wwe. W. G. H., Loogestieg 17, ✉ 20 [1166, 930, 1346, 942]
directory-entry: Ermes, Walter, Bethesdastr. 58, ✉ 25 [826, 490, 997, 503]
directory-entry: Erfurth, E., Schneidermstr., Bellealliancestrasse 68, ✉ 19 [146, 640, 410, 653]
directory-entry: – Wilhelmine, Confection, Tresckowstr. 4, ✉ 19 [146, 993, 368, 1005]
previous-page-fragment: 11, [14, 883, 30, 898]
directory-entry: – Otto, Billh. Röhrendamm 245, ✉ 27 [826, 218, 1003, 230]
directory-entry: – Frl. Marie, Sartoriusstr. 14, ✉ 31 [486, 604, 647, 617]
previous-page-fragment: Inh: [14, 1363, 35, 1378]
directory-entry: – J. F., Schriftsteller, Ottostr. 19, ✉ 23 [1166, 374, 1342, 386]
directory-entry: – F., Schlachter, Holsteinischerkamp 110, H. 6, ✉ 22 [826, 1057, 1070, 1070]
directory-entry: Erichs, J. C., Privatier, Landwehr 51, ✉ 23 [486, 188, 684, 200]
directory-entry: – Herm., Feuerwehrm., Lastropsweg 27, ✉ 19 [1166, 281, 1380, 293]
page-header [140, 135, 1500, 181]
directory-entry: – Paul R., Bäcker, Lehmweg 39a, ✉ 30 [1166, 651, 1348, 663]
